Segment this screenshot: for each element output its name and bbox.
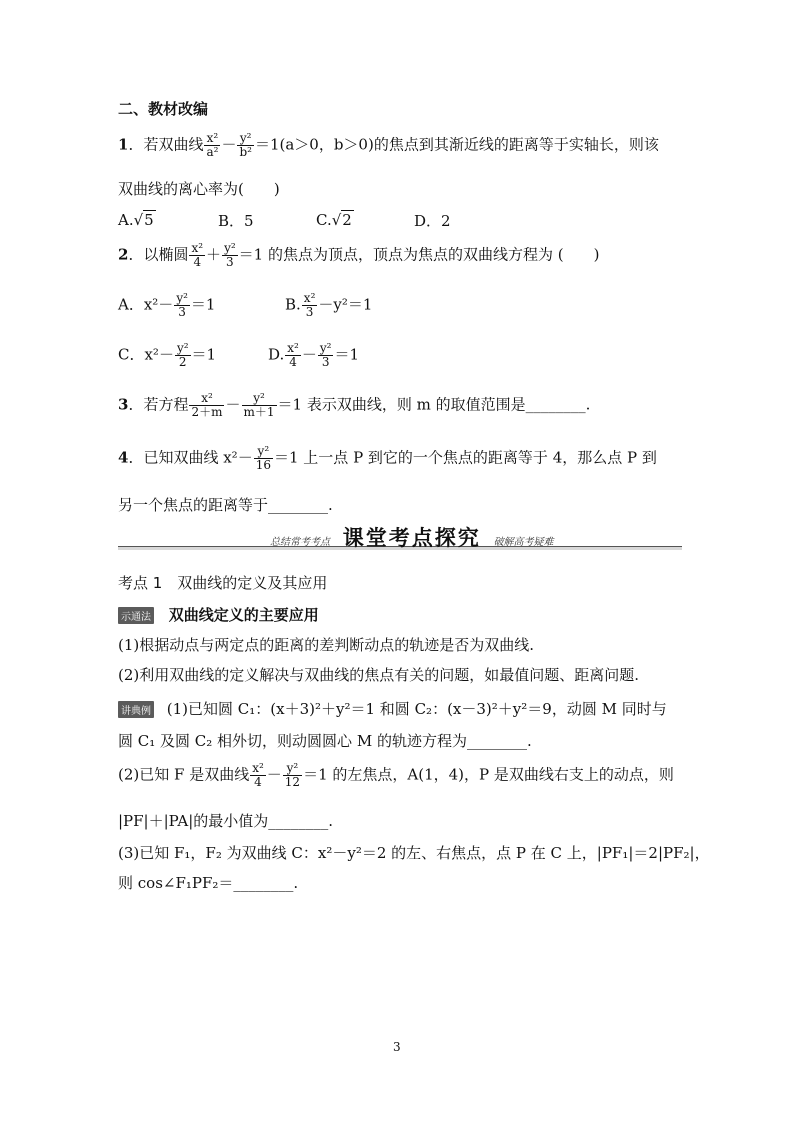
kaodian-heading: 考点 1 双曲线的定义及其应用	[118, 574, 328, 592]
question-number: 1	[118, 135, 129, 154]
question-1-line2: 双曲线的离心率为( )	[118, 180, 280, 198]
fraction: $\frac{\text{y²}}{\text{b²}}$	[239, 131, 252, 159]
banner-title: 课堂考点探究	[342, 526, 481, 550]
fraction: $\frac{\text{x²}}{4}$	[252, 761, 264, 789]
question-1-line1: 1．若双曲线 $\frac{\text{x²}}{\text{a²}}$ － $\frac{\text{y²}}{\text{b²}}$ ＝1(a＞0，b＞0)的焦点到其渐近线的距离等于实轴长，则该	[118, 131, 659, 159]
example-1-line2: 圆 C₁ 及圆 C₂ 相外切，则动圆圆心 M 的轨迹方程为________.	[118, 732, 532, 750]
section-title: 二、教材改编	[118, 100, 209, 118]
fraction: $\frac{\text{y²}}{3}$	[224, 241, 236, 269]
fraction: $\frac{\text{x²}}{2+m}$	[191, 391, 223, 419]
example-2-line1: (2)已知 F 是双曲线 $\frac{\text{x²}}{4}$ － $\frac{\text{y²}}{12}$ ＝1 的左焦点，A(1，4)，P 是双曲线右支上的动点，则	[118, 761, 674, 789]
example-1-line1: 讲典例 (1)已知圆 C₁：(x＋3)²＋y²＝1 和圆 C₂：(x－3)²＋y²＝9，动圆 M 同时与	[118, 698, 667, 719]
fraction: $\frac{\text{y²}}{12}$	[284, 761, 301, 789]
option-b: B. $\frac{\text{x²}}{3}$ －y²＝1	[285, 291, 373, 319]
method-heading: 示通法 双曲线定义的主要应用	[118, 604, 319, 625]
page-number: 3	[393, 1040, 401, 1054]
method-item-1: (1)根据动点与两定点的距离的差判断动点的轨迹是否为双曲线.	[118, 636, 535, 654]
example-3-line1: (3)已知 F₁，F₂ 为双曲线 C：x²－y²＝2 的左、右焦点，点 P 在 C 上，|PF₁|＝2|PF₂|，	[118, 844, 710, 862]
option-a: A．x²－ $\frac{\text{y²}}{3}$ ＝1	[118, 291, 216, 319]
fraction: $\frac{\text{x²}}{4}$	[191, 241, 204, 269]
fraction: $\frac{\text{y²}}{16}$	[255, 444, 271, 472]
question-4-line2: 另一个焦点的距离等于________.	[118, 496, 333, 514]
option-d: D．2	[414, 212, 451, 230]
example-tag: 讲典例	[118, 701, 154, 718]
option-c: C.√2	[316, 211, 352, 229]
fraction: $\frac{\text{y²}}{m+1}$	[243, 391, 275, 419]
method-item-2: (2)利用双曲线的定义解决与双曲线的焦点有关的问题，如最值问题、距离问题.	[118, 666, 640, 684]
option-a: A.√5	[118, 211, 154, 229]
question-2: 2．以椭圆 $\frac{\text{x²}}{4}$ ＋ $\frac{\text{y²}}{3}$ ＝1 的焦点为顶点，顶点为焦点的双曲线方程为 ( )	[118, 241, 600, 269]
section-banner: 总结常考考点 课堂考点探究 破解高考疑难	[270, 526, 554, 550]
example-3-line2: 则 cos∠F₁PF₂＝________.	[118, 874, 299, 892]
method-tag: 示通法	[118, 607, 154, 624]
question-3: 3．若方程 $\frac{\text{x²}}{2+m}$ － $\frac{\text{y²}}{m+1}$ ＝1 表示双曲线，则 m 的取值范围是________.	[118, 391, 591, 419]
option-b: B．5	[218, 212, 254, 230]
option-c: C．x²－ $\frac{\text{y²}}{2}$ ＝1	[118, 341, 217, 369]
fraction: $\frac{\text{x²}}{\text{a²}}$	[206, 131, 219, 159]
question-4-line1: 4．已知双曲线 x²－ $\frac{\text{y²}}{16}$ ＝1 上一点 P 到它的一个焦点的距离等于 4，那么点 P 到	[118, 444, 657, 472]
option-d: D. $\frac{\text{x²}}{4}$ － $\frac{\text{y²}}{3}$ ＝1	[268, 341, 359, 369]
example-2-line2: |PF|＋|PA|的最小值为________.	[118, 812, 334, 830]
